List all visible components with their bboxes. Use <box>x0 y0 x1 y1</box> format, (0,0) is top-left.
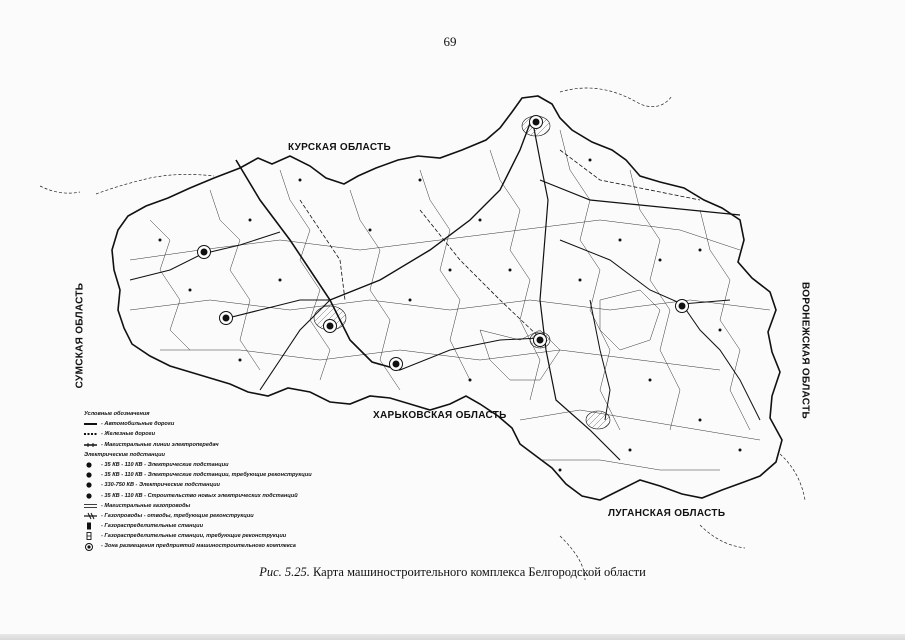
substation-dot-icon <box>84 461 98 469</box>
machine-zone-icon <box>84 543 98 551</box>
railway-line-icon <box>84 430 98 438</box>
road-line-icon <box>84 420 98 428</box>
machine-zone-marker <box>530 116 543 129</box>
figure-caption <box>0 565 905 580</box>
legend-row: - Магистральные газопроводы <box>84 501 384 511</box>
legend-row: - Газораспределительные станции, требующие реконструкции <box>84 531 384 541</box>
legend-title: Условные обозначения <box>84 411 150 417</box>
legend-row: - Железные дороги <box>84 429 384 439</box>
power-line-icon <box>84 441 98 449</box>
urban-areas <box>314 116 610 429</box>
region-label-voronezh: ВОРОНЕЖСКАЯ ОБЛАСТЬ <box>799 282 811 419</box>
gas-pipeline-icon <box>84 502 98 510</box>
machine-zone-marker <box>220 312 233 325</box>
machine-zone-marker <box>390 358 403 371</box>
legend-row: - Зона размещения предприятий машиностроительного комплекса <box>84 541 384 551</box>
machine-zone-marker <box>534 334 547 347</box>
legend-row: - 330-750 КВ - Электрические подстанции <box>84 480 384 490</box>
legend-row: - 35 КВ - 110 КВ - Строительство новых электрических подстанций <box>84 491 384 501</box>
machine-zone-marker <box>676 300 689 313</box>
legend-row: Электрические подстанции <box>84 451 165 458</box>
machine-zone-marker <box>198 246 211 259</box>
figure-caption-text: Карта машиностроительного комплекса Белгородской области <box>309 565 646 579</box>
legend-row: - 35 КВ - 110 КВ - Электрические подстанции <box>84 460 384 470</box>
figure-number: Рис. 5.25. <box>259 565 310 579</box>
legend-row: - Магистральные линии электропередач <box>84 440 384 450</box>
legend-row: - Газопроводы - отводы, требующие реконструкции <box>84 511 384 521</box>
substation-dot-icon <box>84 481 98 489</box>
map-legend <box>84 409 384 552</box>
page-number: 69 <box>443 34 457 49</box>
legend-row: - 35 КВ - 110 КВ - Электрические подстанции, требующие реконструкции <box>84 470 384 480</box>
legend-row: - Газораспределительные станции <box>84 521 384 531</box>
scan-edge <box>0 634 905 640</box>
machine-zone-markers <box>198 116 689 371</box>
gas-station-icon <box>84 522 98 530</box>
legend-row: - Автомобильные дороги <box>84 419 384 429</box>
gas-pipeline-repair-icon <box>84 512 98 520</box>
substation-dot-icon <box>84 492 98 500</box>
substation-dot-icon <box>84 471 98 479</box>
region-label-lugansk: ЛУГАНСКАЯ ОБЛАСТЬ <box>608 508 726 519</box>
machine-zone-marker <box>324 320 337 333</box>
region-label-sumy: СУМСКАЯ ОБЛАСТЬ <box>74 282 86 389</box>
region-label-kharkiv: ХАРЬКОВСКАЯ ОБЛАСТЬ <box>373 410 507 421</box>
gas-station-repair-icon <box>84 532 98 540</box>
region-label-kursk: КУРСКАЯ ОБЛАСТЬ <box>288 142 391 153</box>
